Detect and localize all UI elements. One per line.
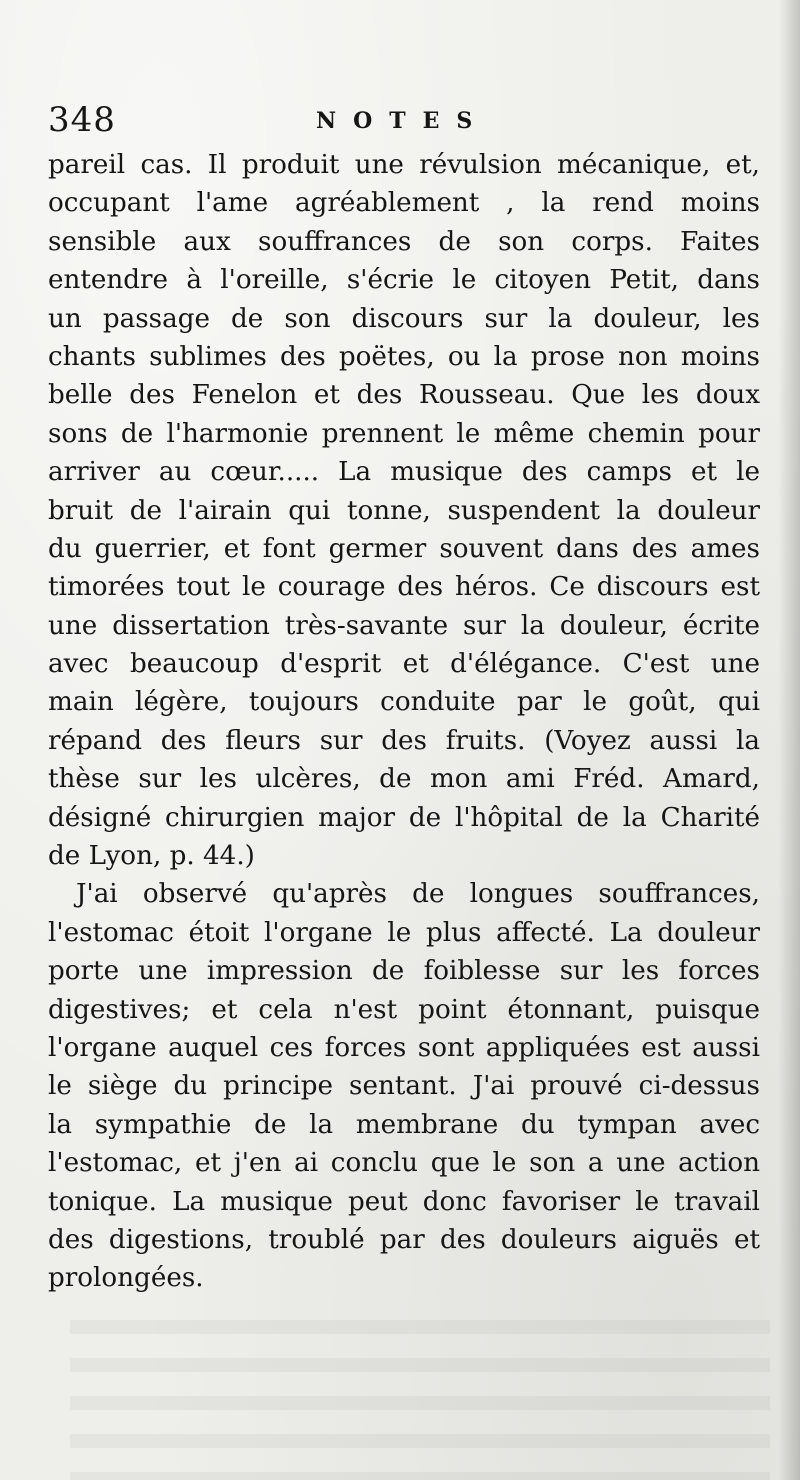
text-line: des digestions, troublé par des douleurs aiguës et bbox=[48, 1224, 760, 1255]
text-line: prolongées. bbox=[48, 1263, 204, 1294]
text-line: entendre à l'oreille, s'écrie le citoyen Petit, dans bbox=[48, 265, 760, 296]
text-line: belle des Fenelon et des Rousseau. Que les doux bbox=[48, 380, 760, 411]
text-line: répand des fleurs sur des fruits. (Voyez aussi la bbox=[48, 725, 760, 756]
text-line: bruit de l'airain qui tonne, suspendent la douleur bbox=[48, 495, 760, 526]
text-line: sons de l'harmonie prennent le même chemin pour bbox=[48, 418, 760, 449]
text-line: main légère, toujours conduite par le goût, qui bbox=[48, 687, 760, 718]
text-line: un passage de son discours sur la douleur, les bbox=[48, 303, 760, 334]
text-line: une dissertation très-savante sur la douleur, écrite bbox=[48, 610, 760, 641]
text-line: désigné chirurgien major de l'hôpital de la Charité bbox=[48, 802, 760, 833]
page-edge-shadow bbox=[778, 0, 800, 1480]
text-line: porte une impression de foiblesse sur les forces bbox=[48, 956, 760, 987]
text-line: tonique. La musique peut donc favoriser le travail bbox=[48, 1186, 760, 1217]
text-line: chants sublimes des poëtes, ou la prose non moins bbox=[48, 341, 760, 372]
text-line: l'organe auquel ces forces sont appliquées est aussi bbox=[48, 1032, 760, 1063]
text-line: digestives; et cela n'est point étonnant, puisque bbox=[48, 994, 760, 1025]
text-line: arriver au cœur..... La musique des camps et le bbox=[48, 457, 760, 488]
text-line: le siège du principe sentant. J'ai prouvé ci-dessus bbox=[48, 1071, 760, 1102]
page-number: 348 bbox=[48, 100, 116, 140]
text-line: avec beaucoup d'esprit et d'élégance. C'est une bbox=[48, 649, 760, 680]
text-line: pareil cas. Il produit une révulsion mécanique, et, bbox=[48, 150, 760, 180]
text-line: J'ai observé qu'après de longues souffrances, bbox=[76, 879, 760, 910]
text-line: du guerrier, et font germer souvent dans des ames bbox=[48, 533, 760, 564]
text-line: la sympathie de la membrane du tympan avec bbox=[48, 1109, 760, 1140]
running-head: NOTES bbox=[316, 108, 490, 134]
text-line: occupant l'ame agréablement , la rend moins bbox=[48, 188, 760, 219]
body-text bbox=[48, 146, 760, 1298]
show-through-shadow bbox=[70, 1300, 770, 1480]
text-line: de Lyon, p. 44.) bbox=[48, 841, 255, 872]
text-line: timorées tout le courage des héros. Ce discours est bbox=[48, 572, 760, 603]
text-line: sensible aux souffrances de son corps. Faites bbox=[48, 226, 760, 257]
page-header bbox=[48, 100, 758, 150]
text-line: l'estomac, et j'en ai conclu que le son a une action bbox=[48, 1148, 760, 1179]
text-line: thèse sur les ulcères, de mon ami Fréd. Amard, bbox=[48, 764, 760, 795]
text-line: l'estomac étoit l'organe le plus affecté. La douleur bbox=[48, 917, 760, 948]
